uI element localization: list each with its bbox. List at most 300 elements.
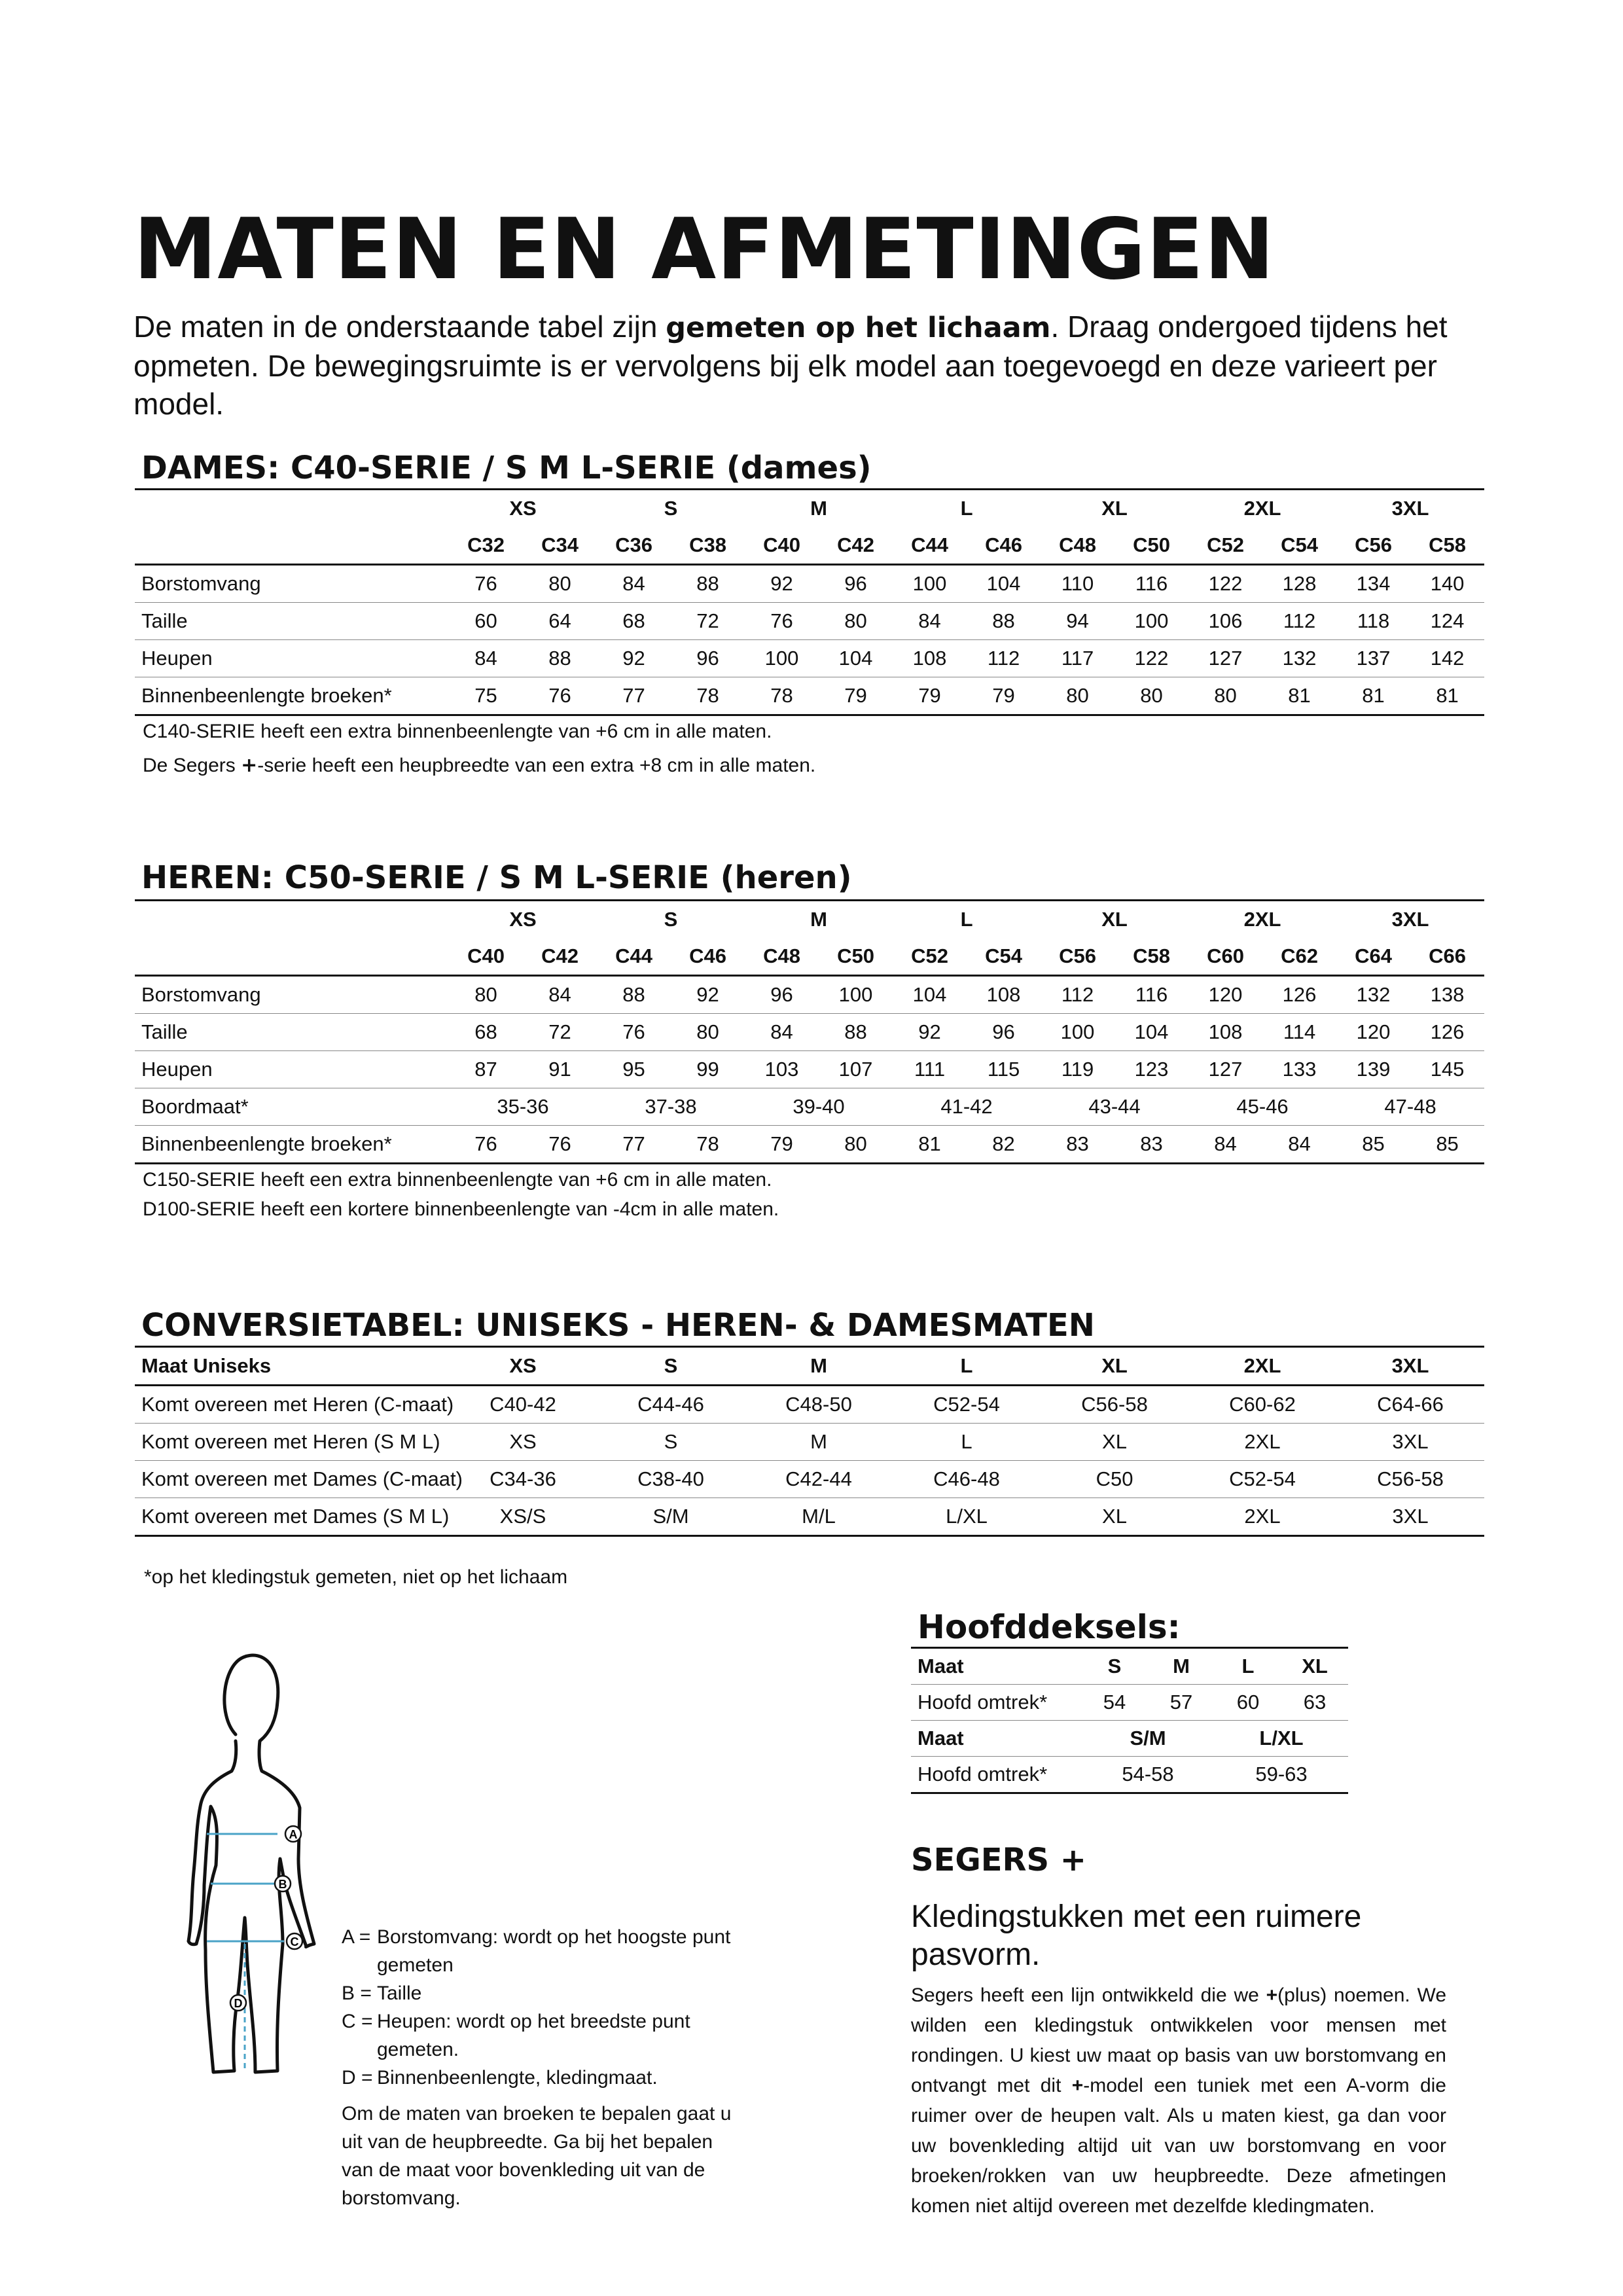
table-cell: 112: [967, 640, 1041, 677]
headwear-value: 59-63: [1215, 1757, 1348, 1793]
table-cell: 80: [523, 565, 597, 603]
legend-text: Binnenbeenlengte, kledingmaat.: [377, 2067, 658, 2089]
table-cell: 88: [597, 976, 671, 1014]
table-cell: 120: [1336, 1014, 1410, 1051]
table-cell: 82: [967, 1126, 1041, 1164]
row-label: Heupen: [135, 640, 449, 677]
table-cell: 117: [1041, 640, 1115, 677]
table-cell: 128: [1262, 565, 1336, 603]
dames-size-table: [135, 488, 1484, 716]
marker-c-icon: [287, 1933, 302, 1949]
heren-size-table: [135, 899, 1484, 1164]
table-cell: 116: [1115, 976, 1188, 1014]
table-cell: 92: [893, 1014, 967, 1051]
table-cell: 78: [671, 1126, 745, 1164]
unisex-size-header: XS: [449, 1347, 597, 1386]
conversion-table-body: [135, 1386, 1484, 1536]
headwear-value: 54-58: [1081, 1757, 1215, 1793]
table-cell: 47-48: [1336, 1088, 1484, 1126]
legend-item: [342, 2064, 734, 2092]
segers-body: [911, 1981, 1446, 2221]
size-code-header: C32: [449, 527, 523, 565]
table-cell: 114: [1262, 1014, 1336, 1051]
legend-key: B =: [342, 1982, 372, 2004]
size-group-header: 3XL: [1336, 901, 1484, 939]
table-cell: 76: [449, 1126, 523, 1164]
table-row: [135, 1424, 1484, 1461]
table-row: [135, 603, 1484, 640]
table-cell: 132: [1262, 640, 1336, 677]
table-cell: 80: [819, 603, 893, 640]
legend-text: Borstomvang: wordt op het hoogste punt gemeten: [377, 1926, 731, 1976]
table-cell: 81: [1262, 677, 1336, 715]
row-label: Binnenbeenlengte broeken*: [135, 1126, 449, 1164]
table-cell: 76: [449, 565, 523, 603]
headwear-size-header: L/XL: [1215, 1721, 1348, 1757]
table-cell: 3XL: [1336, 1424, 1484, 1461]
table-cell: 96: [671, 640, 745, 677]
table-cell: 84: [1188, 1126, 1262, 1164]
size-code-header: C34: [523, 527, 597, 565]
size-group-header: XL: [1041, 901, 1188, 939]
table-cell: 126: [1262, 976, 1336, 1014]
table-cell: C48-50: [745, 1386, 893, 1424]
marker-d-label: D: [234, 1997, 243, 2010]
dames-note-2-start: De Segers: [143, 755, 241, 776]
conversion-header-label: Maat Uniseks: [135, 1347, 449, 1386]
table-cell: 79: [745, 1126, 819, 1164]
table-cell: 84: [449, 640, 523, 677]
headwear-row: [911, 1757, 1348, 1793]
table-cell: 112: [1262, 603, 1336, 640]
page-title: MATEN EN AFMETINGEN: [134, 201, 1275, 298]
table-cell: 100: [1041, 1014, 1115, 1051]
heren-size-code-row: [135, 938, 1484, 976]
table-cell: 84: [745, 1014, 819, 1051]
legend-key: D =: [342, 2067, 373, 2089]
dames-table-body: [135, 565, 1484, 715]
table-cell: 78: [745, 677, 819, 715]
table-cell: 68: [597, 603, 671, 640]
table-cell: 100: [1115, 603, 1188, 640]
table-cell: 108: [967, 976, 1041, 1014]
dames-note-2: [143, 753, 815, 779]
table-cell: C46-48: [893, 1461, 1041, 1498]
headwear-header-label: Maat: [911, 1721, 1081, 1757]
headwear-size-header: M: [1148, 1648, 1215, 1685]
size-code-header: C62: [1262, 938, 1336, 976]
table-cell: 84: [893, 603, 967, 640]
headwear-row: [911, 1685, 1348, 1721]
row-label: Boordmaat*: [135, 1088, 449, 1126]
legend-item: [342, 1923, 734, 1979]
table-cell: 104: [819, 640, 893, 677]
size-group-header: XL: [1041, 490, 1188, 528]
table-row: [135, 1088, 1484, 1126]
headwear-value: 60: [1215, 1685, 1281, 1721]
table-cell: 122: [1115, 640, 1188, 677]
table-cell: 124: [1410, 603, 1484, 640]
table-cell: 35-36: [449, 1088, 597, 1126]
table-cell: C52-54: [893, 1386, 1041, 1424]
table-cell: 133: [1262, 1051, 1336, 1088]
table-cell: C38-40: [597, 1461, 745, 1498]
size-code-header: C44: [893, 527, 967, 565]
segers-subtitle: Kledingstukken met een ruimere pasvorm.: [911, 1899, 1362, 1972]
marker-a-label: A: [289, 1828, 298, 1841]
table-cell: 85: [1336, 1126, 1410, 1164]
size-code-header: C60: [1188, 938, 1262, 976]
table-cell: 116: [1115, 565, 1188, 603]
row-label: Komt overeen met Heren (S M L): [135, 1424, 449, 1461]
table-cell: 84: [1262, 1126, 1336, 1164]
table-cell: C44-46: [597, 1386, 745, 1424]
table-cell: 137: [1336, 640, 1410, 677]
table-cell: 134: [1336, 565, 1410, 603]
table-cell: 145: [1410, 1051, 1484, 1088]
table-cell: 64: [523, 603, 597, 640]
table-cell: 92: [745, 565, 819, 603]
unisex-size-header: XL: [1041, 1347, 1188, 1386]
table-cell: 88: [523, 640, 597, 677]
marker-b-label: B: [278, 1878, 287, 1891]
legend-note: Om de maten van broeken te bepalen gaat u uit van de heupbreedte. Ga bij het bepalen van de maat voor bovenkleding uit van de borstomvang.: [342, 2103, 732, 2209]
table-cell: 115: [967, 1051, 1041, 1088]
table-cell: C42-44: [745, 1461, 893, 1498]
size-group-header: 3XL: [1336, 490, 1484, 528]
table-row: [135, 565, 1484, 603]
table-row: [135, 1014, 1484, 1051]
heren-section-title: HEREN: C50-SERIE / S M L-SERIE (heren): [141, 859, 852, 896]
table-cell: 3XL: [1336, 1498, 1484, 1536]
table-cell: XL: [1041, 1424, 1188, 1461]
table-cell: 96: [819, 565, 893, 603]
table-cell: XS: [449, 1424, 597, 1461]
table-cell: 100: [745, 640, 819, 677]
row-label: Binnenbeenlengte broeken*: [135, 677, 449, 715]
row-label: Komt overeen met Heren (C-maat): [135, 1386, 449, 1424]
headwear-row-label: Hoofd omtrek*: [911, 1685, 1081, 1721]
table-cell: 122: [1188, 565, 1262, 603]
table-cell: C64-66: [1336, 1386, 1484, 1424]
table-cell: 95: [597, 1051, 671, 1088]
heren-table-body: [135, 976, 1484, 1164]
size-code-header: C50: [1115, 527, 1188, 565]
table-cell: 100: [819, 976, 893, 1014]
segers-body-part: (plus) noemen. We wilden een kledingstuk ontwikkelen voor mensen met rondingen. U kiest uw maat op basis van uw borstomvang en ontvangt met dit: [911, 1984, 1447, 2096]
table-row: [135, 1461, 1484, 1498]
legend-item: [342, 2007, 734, 2064]
table-cell: 94: [1041, 603, 1115, 640]
row-label: Borstomvang: [135, 565, 449, 603]
table-cell: M/L: [745, 1498, 893, 1536]
table-cell: 75: [449, 677, 523, 715]
table-cell: 123: [1115, 1051, 1188, 1088]
size-group-header: XS: [449, 490, 597, 528]
table-cell: 100: [893, 565, 967, 603]
conversion-header-row: [135, 1347, 1484, 1386]
unisex-size-header: 2XL: [1188, 1347, 1336, 1386]
size-code-header: C38: [671, 527, 745, 565]
size-code-header: C56: [1041, 938, 1115, 976]
headwear-size-header: S/M: [1081, 1721, 1215, 1757]
table-cell: 76: [523, 677, 597, 715]
table-cell: 107: [819, 1051, 893, 1088]
table-cell: L/XL: [893, 1498, 1041, 1536]
row-label: Komt overeen met Dames (S M L): [135, 1498, 449, 1536]
size-code-header: C40: [449, 938, 523, 976]
headwear-size-header: S: [1081, 1648, 1148, 1685]
size-code-header: C44: [597, 938, 671, 976]
table-cell: 37-38: [597, 1088, 745, 1126]
size-code-header: C36: [597, 527, 671, 565]
table-row: [135, 1051, 1484, 1088]
table-cell: 80: [1041, 677, 1115, 715]
table-cell: 76: [523, 1126, 597, 1164]
table-cell: 132: [1336, 976, 1410, 1014]
table-cell: 96: [745, 976, 819, 1014]
table-cell: 72: [671, 603, 745, 640]
size-group-header: L: [893, 901, 1041, 939]
table-cell: 103: [745, 1051, 819, 1088]
marker-b-icon: [275, 1876, 291, 1892]
size-code-header: C56: [1336, 527, 1410, 565]
heren-size-group-row: [135, 901, 1484, 939]
size-code-header: C46: [671, 938, 745, 976]
size-group-header: L: [893, 490, 1041, 528]
table-cell: 79: [819, 677, 893, 715]
footnote: *op het kledingstuk gemeten, niet op het lichaam: [144, 1566, 568, 1588]
table-cell: C56-58: [1041, 1386, 1188, 1424]
size-code-header: C52: [893, 938, 967, 976]
table-cell: 110: [1041, 565, 1115, 603]
table-cell: 88: [819, 1014, 893, 1051]
table-cell: 80: [671, 1014, 745, 1051]
table-cell: S/M: [597, 1498, 745, 1536]
legend-key: C =: [342, 2011, 373, 2032]
size-group-header: M: [745, 901, 893, 939]
intro-text: [134, 308, 1488, 423]
table-cell: 104: [967, 565, 1041, 603]
headwear-size-header: XL: [1281, 1648, 1348, 1685]
table-cell: 126: [1410, 1014, 1484, 1051]
size-group-header: S: [597, 901, 745, 939]
headwear-size-header: L: [1215, 1648, 1281, 1685]
headwear-table: [911, 1647, 1348, 1794]
headwear-row-label: Hoofd omtrek*: [911, 1757, 1081, 1793]
table-cell: 60: [449, 603, 523, 640]
table-cell: 80: [819, 1126, 893, 1164]
size-code-header: C42: [819, 527, 893, 565]
size-code-header: C52: [1188, 527, 1262, 565]
size-code-header: C48: [745, 938, 819, 976]
table-cell: 76: [745, 603, 819, 640]
table-cell: C50: [1041, 1461, 1188, 1498]
headwear-header-label: Maat: [911, 1648, 1081, 1685]
plus-icon: +: [241, 754, 258, 777]
table-cell: S: [597, 1424, 745, 1461]
table-cell: 91: [523, 1051, 597, 1088]
headwear-header-row: [911, 1648, 1348, 1685]
table-cell: 118: [1336, 603, 1410, 640]
table-cell: C34-36: [449, 1461, 597, 1498]
measurement-legend: [342, 1923, 734, 2092]
row-label: Heupen: [135, 1051, 449, 1088]
table-cell: C40-42: [449, 1386, 597, 1424]
table-cell: 96: [967, 1014, 1041, 1051]
marker-d-icon: [230, 1995, 246, 2011]
dames-size-code-row: [135, 527, 1484, 565]
table-cell: 77: [597, 677, 671, 715]
table-cell: 139: [1336, 1051, 1410, 1088]
row-label: Taille: [135, 603, 449, 640]
intro-text-end: . Draag ondergoed tijdens het opmeten. De bewegingsruimte is er vervolgens bij elk model aan toegevoegd en deze varieert per model.: [134, 310, 1448, 421]
table-cell: XL: [1041, 1498, 1188, 1536]
table-cell: L: [893, 1424, 1041, 1461]
table-cell: 112: [1041, 976, 1115, 1014]
table-cell: 45-46: [1188, 1088, 1336, 1126]
table-cell: 88: [671, 565, 745, 603]
table-cell: 127: [1188, 640, 1262, 677]
table-cell: 81: [1410, 677, 1484, 715]
table-cell: 99: [671, 1051, 745, 1088]
table-cell: 77: [597, 1126, 671, 1164]
table-cell: 39-40: [745, 1088, 893, 1126]
table-cell: 87: [449, 1051, 523, 1088]
table-cell: 81: [893, 1126, 967, 1164]
dames-note-1: C140-SERIE heeft een extra binnenbeenlengte van +6 cm in alle maten.: [143, 721, 772, 742]
size-code-header: C48: [1041, 527, 1115, 565]
conversion-section-title: CONVERSIETABEL: UNISEKS - HEREN- & DAMESMATEN: [141, 1307, 1095, 1344]
size-code-header: C54: [1262, 527, 1336, 565]
heren-note-2: D100-SERIE heeft een kortere binnenbeenlengte van -4cm in alle maten.: [143, 1198, 779, 1220]
table-cell: 79: [967, 677, 1041, 715]
unisex-size-header: S: [597, 1347, 745, 1386]
table-cell: 85: [1410, 1126, 1484, 1164]
table-row: [135, 976, 1484, 1014]
table-cell: 2XL: [1188, 1424, 1336, 1461]
table-cell: 127: [1188, 1051, 1262, 1088]
table-row: [135, 640, 1484, 677]
table-cell: 78: [671, 677, 745, 715]
table-cell: 83: [1041, 1126, 1115, 1164]
size-code-header: C40: [745, 527, 819, 565]
segers-body-part: Segers heeft een lijn ontwikkeld die we: [911, 1984, 1266, 2006]
table-cell: 79: [893, 677, 967, 715]
size-group-header: XS: [449, 901, 597, 939]
segers-body-part: -model een tuniek met een A-vorm die ruimer over de heupen valt. Als u maten kiest, ga dan voor uw bovenkleding altijd uit van uw borstomvang en voor broeken/rokken van uw heupbreedte. Deze afmetingen komen niet altijd overeen met dezelfde kledingmaten.: [911, 2075, 1446, 2217]
plus-icon: +: [1071, 2075, 1084, 2096]
headwear-value: 57: [1148, 1685, 1215, 1721]
table-cell: XS/S: [449, 1498, 597, 1536]
size-group-header: S: [597, 490, 745, 528]
table-cell: 104: [893, 976, 967, 1014]
table-cell: 138: [1410, 976, 1484, 1014]
table-cell: 81: [1336, 677, 1410, 715]
size-code-header: C54: [967, 938, 1041, 976]
size-code-header: C58: [1410, 527, 1484, 565]
size-group-header: 2XL: [1188, 901, 1336, 939]
headwear-header-row: [911, 1721, 1348, 1757]
table-cell: 108: [893, 640, 967, 677]
table-cell: 142: [1410, 640, 1484, 677]
table-cell: C56-58: [1336, 1461, 1484, 1498]
table-cell: C52-54: [1188, 1461, 1336, 1498]
size-code-header: C64: [1336, 938, 1410, 976]
size-code-header: C58: [1115, 938, 1188, 976]
table-cell: 80: [1115, 677, 1188, 715]
segers-title: SEGERS +: [911, 1842, 1087, 1878]
table-cell: 83: [1115, 1126, 1188, 1164]
unisex-size-header: 3XL: [1336, 1347, 1484, 1386]
dames-section-title: DAMES: C40-SERIE / S M L-SERIE (dames): [141, 450, 872, 486]
table-cell: 84: [597, 565, 671, 603]
table-cell: 140: [1410, 565, 1484, 603]
table-cell: 92: [597, 640, 671, 677]
table-cell: 41-42: [893, 1088, 1041, 1126]
marker-c-label: C: [290, 1935, 299, 1948]
table-row: [135, 1386, 1484, 1424]
table-row: [135, 1498, 1484, 1536]
table-cell: 108: [1188, 1014, 1262, 1051]
table-cell: 111: [893, 1051, 967, 1088]
conversion-table: [135, 1346, 1484, 1537]
table-cell: 119: [1041, 1051, 1115, 1088]
legend-item: [342, 1979, 734, 2007]
table-row: [135, 1126, 1484, 1164]
row-label: Taille: [135, 1014, 449, 1051]
plus-icon: +: [1266, 1984, 1278, 2006]
legend-text: Taille: [377, 1982, 422, 2004]
table-cell: 43-44: [1041, 1088, 1188, 1126]
table-cell: M: [745, 1424, 893, 1461]
headwear-title: Hoofddeksels:: [918, 1608, 1181, 1646]
table-row: [135, 677, 1484, 715]
table-cell: 80: [1188, 677, 1262, 715]
dames-size-group-row: [135, 490, 1484, 528]
dames-note-2-end: -serie heeft een heupbreedte van een extra +8 cm in alle maten.: [257, 755, 816, 776]
table-cell: 2XL: [1188, 1498, 1336, 1536]
table-cell: 68: [449, 1014, 523, 1051]
headwear-value: 54: [1081, 1685, 1148, 1721]
intro-text-start: De maten in de onderstaande tabel zijn: [134, 310, 666, 344]
table-cell: 84: [523, 976, 597, 1014]
heren-note-1: C150-SERIE heeft een extra binnenbeenlengte van +6 cm in alle maten.: [143, 1169, 772, 1191]
body-outline: [188, 1655, 314, 2072]
table-cell: 120: [1188, 976, 1262, 1014]
size-code-header: C42: [523, 938, 597, 976]
table-cell: 104: [1115, 1014, 1188, 1051]
size-group-header: M: [745, 490, 893, 528]
row-label: Borstomvang: [135, 976, 449, 1014]
table-cell: 76: [597, 1014, 671, 1051]
marker-a-icon: [285, 1826, 301, 1842]
table-cell: 72: [523, 1014, 597, 1051]
unisex-size-header: L: [893, 1347, 1041, 1386]
legend-text: Heupen: wordt op het breedste punt gemeten.: [377, 2011, 690, 2060]
row-label: Komt overeen met Dames (C-maat): [135, 1461, 449, 1498]
table-cell: 80: [449, 976, 523, 1014]
size-code-header: C66: [1410, 938, 1484, 976]
legend-key: A =: [342, 1926, 371, 1948]
unisex-size-header: M: [745, 1347, 893, 1386]
table-cell: C60-62: [1188, 1386, 1336, 1424]
intro-text-bold: gemeten op het lichaam: [666, 312, 1051, 344]
headwear-value: 63: [1281, 1685, 1348, 1721]
size-code-header: C50: [819, 938, 893, 976]
table-cell: 88: [967, 603, 1041, 640]
table-cell: 92: [671, 976, 745, 1014]
